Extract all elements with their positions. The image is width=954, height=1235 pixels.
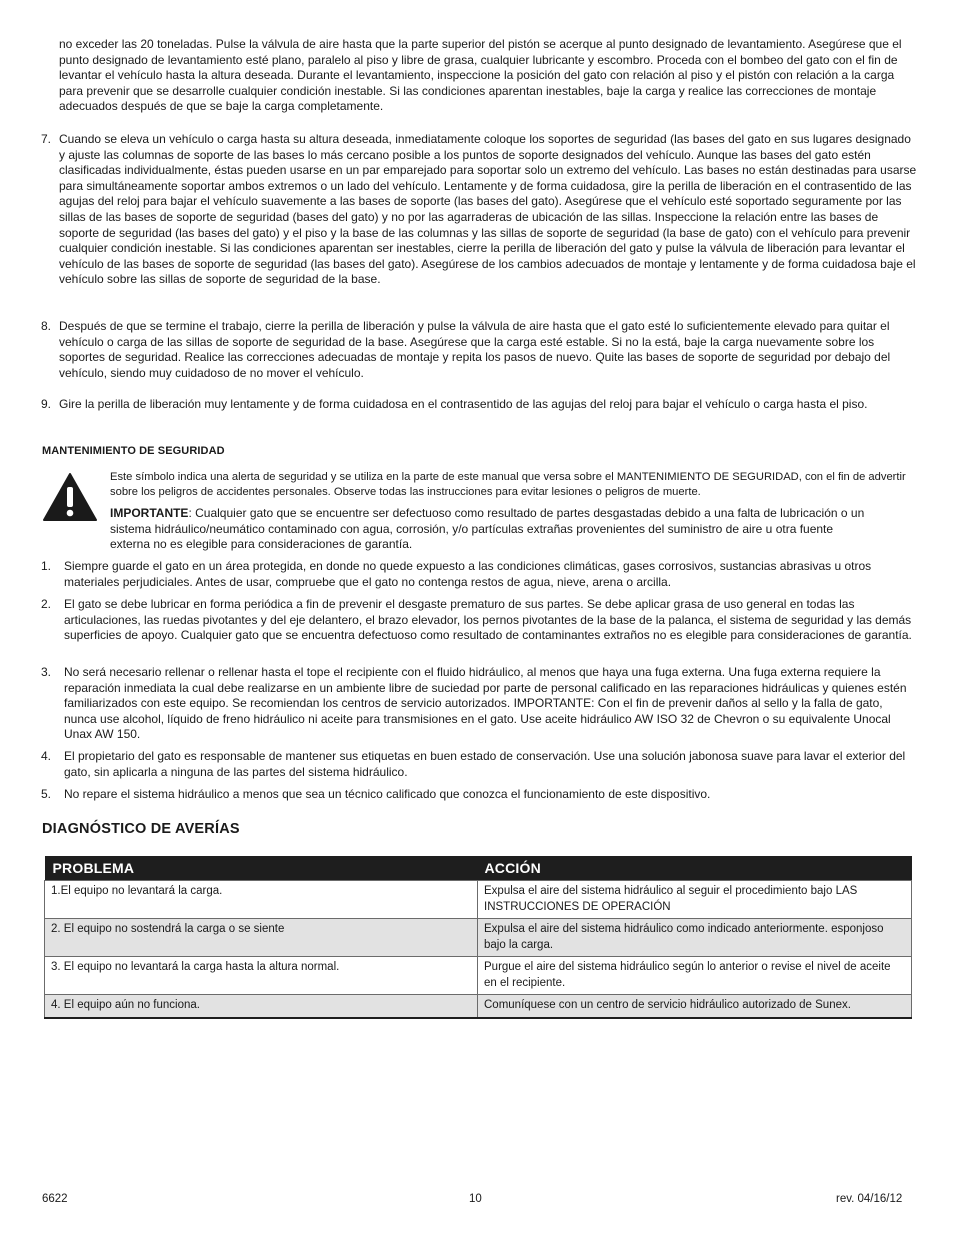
action-cell: Purgue el aire del sistema hidráulico según lo anterior o revise el nivel de aceite en el recipiente. (478, 957, 912, 995)
step-8-number: 8. (41, 319, 52, 333)
footer-model-number: 6622 (42, 1193, 68, 1205)
important-notice (110, 506, 870, 553)
maintenance-item-4 (41, 749, 914, 780)
maintenance-item-text: No será necesario rellenar o rellenar hasta el tope el recipiente con el fluido hidráulico, al menos que haya una fuga externa. Una fuga externa requiere la reparación inmediata la cual debe realizarse en un ambiente libre de suciedad por parte de personal calificado en las reparaciones hidráulicas y quienes estén familiarizados con este equipo. Se recomiendan los centros de servicio autorizados. IMPORTANTE: Con el fin de prevenir daños al sello y la falla de gato, nunca use alcohol, líquido de freno hidráulico ni aceite para transmisiones en el gato. Use aceite hidráulico AW ISO 32 de Chevron o su equivalente Unocal Unax AW 150. (64, 665, 907, 742)
troubleshooting-heading: DIAGNÓSTICO DE AVERÍAS (42, 821, 240, 837)
table-row (45, 919, 912, 957)
maintenance-item-5 (41, 787, 914, 803)
step-8-text: Después de que se termine el trabajo, cierre la perilla de liberación y pulse la válvula de aire hasta que el gato esté lo suficientemente elevado para quitar el vehículo o carga de las sillas de soporte de seguridad de la base. Asegúrese que la carga esté estable. Si no la está, baje la carga nuevamente sobre los soportes de seguridad. Realice las correcciones adecuadas de montaje y repita los pasos de nuevo. Quite las bases de soporte de seguridad por debajo del vehículo, siendo muy cuidadoso de no mover el vehículo. (59, 319, 891, 380)
column-header-action: ACCIÓN (478, 856, 912, 881)
maintenance-item-3 (41, 665, 914, 743)
column-header-problem: PROBLEMA (45, 856, 478, 881)
problem-cell: 2. El equipo no sostendrá la carga o se siente (45, 919, 478, 957)
maintenance-item-1 (41, 559, 914, 590)
step-8 (41, 319, 919, 381)
footer-revision-date: rev. 04/16/12 (836, 1193, 903, 1205)
step-9 (41, 397, 919, 413)
important-label: IMPORTANTE (110, 506, 189, 520)
table-header-row (45, 856, 912, 881)
warning-triangle-icon (42, 472, 98, 522)
safety-alert-text: Este símbolo indica una alerta de seguridad y se utiliza en la parte de este manual que versa sobre el MANTENIMIENTO DE SEGURIDAD, con el fin de advertir sobre los peligros de accidentes personales. Observe todas las instrucciones para evitar lesiones o peligros de muerte. (110, 471, 906, 498)
troubleshooting-table (44, 856, 912, 1019)
step-7-number: 7. (41, 132, 52, 146)
maintenance-item-text: El propietario del gato es responsable de mantener sus etiquetas en buen estado de conservación. Use una solución jabonosa suave para lavar el exterior del gato, sin aplicarla a ninguna de las partes del sistema hidráulico. (64, 749, 906, 779)
problem-cell: 4. El equipo aún no funciona. (45, 995, 478, 1018)
table-row (45, 995, 912, 1018)
step-9-number: 9. (41, 397, 52, 411)
step-7 (41, 132, 919, 288)
maintenance-item-text: Siempre guarde el gato en un área protegida, en donde no quede expuesto a las condiciones climáticas, gases corrosivos, sustancias abrasivas u otros materiales perjudiciales. Antes de usar, compruebe que el gato no contenga restos de agua, nieve, arena o arcilla. (64, 559, 872, 589)
action-cell: Expulsa el aire del sistema hidráulico al seguir el procedimiento bajo LAS INSTRUCCIONES DE OPERACIÓN (478, 881, 912, 919)
important-text: : Cualquier gato que se encuentre ser defectuoso como resultado de partes desgastadas debido a una falta de lubricación o un sistema hidráulico/neumático contaminado con agua, corrosión, y/o partículas extrañas provenientes del suministro de aire u otra fuente externa no es elegible para consideraciones de garantía. (110, 506, 865, 552)
problem-cell: 3. El equipo no levantará la carga hasta la altura normal. (45, 957, 478, 995)
maintenance-heading: MANTENIMIENTO DE SEGURIDAD (42, 445, 225, 457)
step-9-text: Gire la perilla de liberación muy lentamente y de forma cuidadosa en el contrasentido de las agujas del reloj para bajar el vehículo o carga hasta el piso. (59, 397, 868, 411)
maintenance-item-text: El gato se debe lubricar en forma periódica a fin de prevenir el desgaste prematuro de sus partes. Se debe aplicar grasa de uso general en todas las articulaciones, las ruedas pivotantes y del eje delantero, el brazo elevador, los pernos pivotantes de la base de la palanca, el sistema de seguridad y las demás superficies de apoyo. Cualquier gato que se encuentra defectuoso como resultado de contaminantes extraños no es elegible para consideraciones de garantía. (64, 597, 912, 643)
maintenance-item-2 (41, 597, 914, 644)
table-row (45, 881, 912, 919)
problem-cell: 1.El equipo no levantará la carga. (45, 881, 478, 919)
step-6-continuation: no exceder las 20 toneladas. Pulse la válvula de aire hasta que la parte superior del pistón se acerque al punto designado de levantamiento. Asegúrese que el punto designado de levantamiento esté plano, paralelo al piso y libre de grasa, cualquier lubricante y escombro. Proceda con el bombeo del gato con el fin de levantar el vehículo hasta la altura deseada. Durante el levantamiento, inspeccione la posición del gato con relación al piso y el pistón con relación a la carga para prevenir que se desarrolle cualquier condición inestable. Si las condiciones aparentan inestables, baje la carga y realice las correcciones de montaje adecuados después de que se baje la carga completamente. (59, 37, 902, 114)
table-row (45, 957, 912, 995)
maintenance-item-number: 3. (41, 665, 52, 679)
maintenance-item-number: 5. (41, 787, 52, 801)
maintenance-item-number: 2. (41, 597, 52, 611)
action-cell: Expulsa el aire del sistema hidráulico como indicado anteriormente. esponjoso bajo la carga. (478, 919, 912, 957)
step-7-text: Cuando se eleva un vehículo o carga hasta su altura deseada, inmediatamente coloque los soportes de seguridad (las bases del gato en sus lugares designado y ajuste las columnas de soporte de las bases lo más cercano posible a los puntos de soporte designados del vehículo. Aunque las bases del gato estén clasificadas individualmente, éstas pueden usarse en un par emparejado para soportar solo un extremo del vehículo. Las bases no están destinadas para usarse para simultáneamente soportar ambos extremos o un lado del vehículo. Lentamente y de forma cuidadosa, gire la perilla de liberación en el contrasentido de las agujas del reloj para bajar el vehículo suavemente a las bases de soporte (las bases del gato). Asegúrese que el vehículo esté soportado seguramente por las sillas de las bases de soporte de seguridad (bases del gato) y no por las agarraderas de ubicación de las sillas. Inspeccione la relación entre las bases de soporte de seguridad (las bases del gato) y el piso y la base de las columnas y las sillas de soporte de seguridad (la base de gato) con el vehículo para prevenir cualquier condición inestable. Si las condiciones aparentan ser inestables, cierre la perilla de liberación del gato y pulse la válvula de liberación para levantar el vehículo de las bases de soporte de seguridad (las bases del gato). Asegúrese de los cambios adecuados de montaje y lentamente y de forma cuidadosa baje el vehículo sobre las sillas de soporte de seguridad de la base. (59, 132, 917, 287)
maintenance-item-text: No repare el sistema hidráulico a menos que sea un técnico calificado que conozca el funcionamiento de este dispositivo. (64, 787, 711, 801)
footer-page-number: 10 (469, 1193, 482, 1205)
maintenance-item-number: 4. (41, 749, 52, 763)
maintenance-item-number: 1. (41, 559, 52, 573)
action-cell: Comuníquese con un centro de servicio hidráulico autorizado de Sunex. (478, 995, 912, 1018)
